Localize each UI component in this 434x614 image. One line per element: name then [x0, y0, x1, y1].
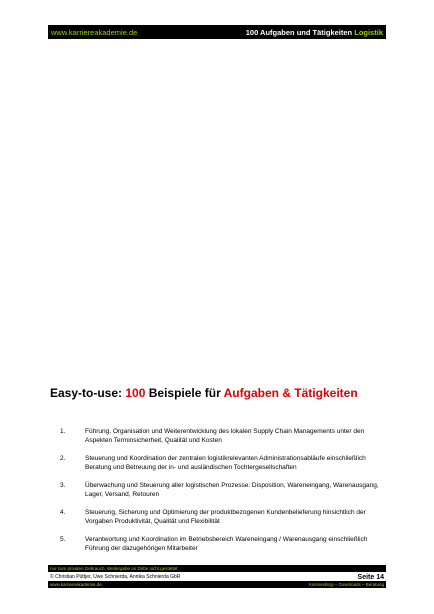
header-title-text: 100 Aufgaben und Tätigkeiten: [245, 27, 355, 37]
task-list: [60, 427, 380, 562]
footer-copyright: © Christian Püttjer, Uwe Schnierda, Annika Schnierda GbR: [50, 574, 181, 580]
list-item-number: 2.: [60, 455, 66, 462]
page-header: [48, 25, 386, 39]
header-url-link[interactable]: www.karriereakademie.de: [51, 27, 138, 37]
list-item-number: 4.: [60, 509, 66, 516]
heading-part-1: Easy-to-use:: [50, 386, 126, 400]
header-title: [246, 28, 383, 37]
list-item: [60, 427, 380, 445]
section-heading: [50, 386, 386, 400]
list-item: [60, 454, 380, 472]
list-item-text: Führung, Organisation und Weiterentwicklung des lokalen Supply Chain Managements unter den Aspekten Terminsicherheit, Qualität und Kosten: [85, 428, 365, 444]
footer-private-note: nur zum privaten Gebrauch, Weitergabe an Dritte nicht gestattet: [48, 565, 386, 572]
list-item-text: Verantwortung und Koordination im Betriebsbereich Wareneingang / Warenausgang einschließlich Führung der dazugehörigen Mitarbeiter: [85, 536, 368, 552]
list-item-number: 1.: [60, 428, 66, 435]
list-item-text: Steuerung, Sicherung und Optimierung der produktbezogenen Kundenbelieferung hinsichtlich der Vorgaben Produktivität, Qualität und Flexibilität: [85, 509, 366, 525]
footer-links[interactable]: Karriereblog – Downloads – Beratung: [308, 582, 384, 587]
page-number: Seite 14: [357, 573, 384, 581]
heading-part-4: Aufgaben & Tätigkeiten: [223, 386, 358, 400]
list-item: [60, 508, 380, 526]
footer-copyright-row: [48, 573, 386, 581]
list-item-number: 3.: [60, 482, 66, 489]
header-title-accent: Logistik: [354, 27, 383, 37]
list-item-number: 5.: [60, 536, 66, 543]
list-item: [60, 481, 380, 499]
heading-part-2: 100: [125, 386, 146, 400]
footer-url-link[interactable]: www.karriereakademie.de: [50, 582, 102, 587]
list-item: [60, 535, 380, 553]
list-item-text: Überwachung und Steuerung aller logistischen Prozesse: Disposition, Wareneingang, Warenausgang, Lager, Versand, Retouren: [85, 482, 379, 498]
heading-part-3: Beispiele für: [145, 386, 224, 400]
footer-bar: [48, 581, 386, 588]
list-item-text: Steuerung und Koordination der zentralen logistikrelevanten Administrationsabläufe einschließlich Beratung und Betreuung der in- und ausländischen Tochtergesellschaften: [85, 455, 366, 471]
